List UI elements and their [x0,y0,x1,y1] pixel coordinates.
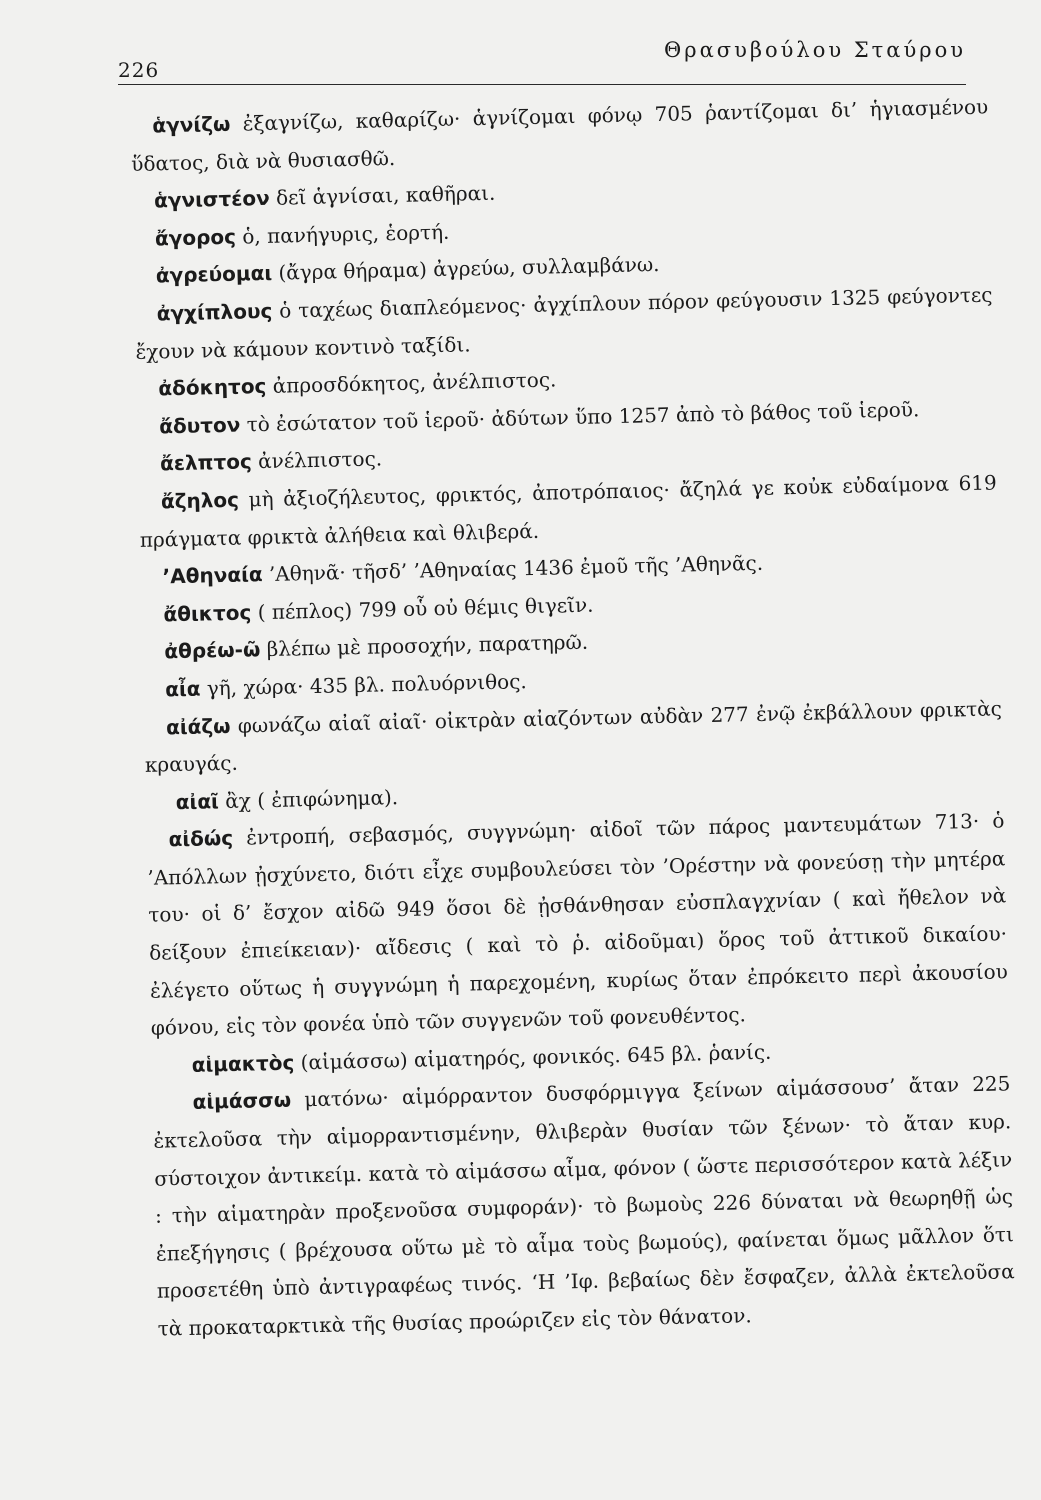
dictionary-entries [130,89,1016,1349]
entry [152,1066,1016,1349]
entry-headword: ἁγνιστέον [153,186,270,213]
entry-text: τὸ ἐσώτατον τοῦ ἱεροῦ· ἀδύτων ὕπο 1257 ἀπὸ τὸ βάθος τοῦ ἱεροῦ. [240,396,920,437]
entry-headword: αἱμάσσω [192,1088,292,1115]
entry-headword: αἰαῖ [175,788,220,814]
page-number: 226 [118,58,160,82]
entry [146,803,1009,1048]
entry-text: (ἄγρα θήραμα) ἀγρεύω, συλλαμβάνω. [271,252,660,286]
entry-text: μὴ ἀξιοζήλευτος, φρικτός, ἀποτρόπαιος· ἄζηλά γε κοὐκ εὐδαίμονα 619 πράγματα φρικτὰ ἀλήθεια καὶ θλιβερά. [139,470,997,552]
running-head: Θρασυβούλου Σταύρου [664,38,966,62]
entry-headword: αἱμακτὸς [191,1050,295,1077]
entry-text: ὁ, πανήγυρις, ἑορτή. [235,219,450,249]
entry-text: ἀνέλπιστος. [251,446,383,474]
entry-text: φωνάζω αἰαῖ αἰαῖ· οἰκτρὰν αἰαζόντων αὐδὰν 277 ἐνῷ ἐκβάλλουν φρικτὰς κραυγάς. [144,695,1003,777]
entry-text: ματόνω· αἱμόρραντον δυσφόρμιγγα ξείνων αἱμάσσουσ’ ἄταν 225 ἐκτελοῦσα τὴν αἱμορραντισμένην, θλιβερὰν θυσίαν τῶν ξένων· τὸ ἄταν κυρ. σύστοιχον ἀντικείμ. κατὰ τὸ αἱμάσσω αἷμα, φόνον ( ὥστε περισσότερον κατὰ λέξιν : τὴν αἱματηρὰν προξενοῦσα συμφοράν)· τὸ βωμοὺς 226 δύναται νὰ θεωρηθῇ ὡς ἐπεξήγησις ( βρέχουσα οὕτω μὲ τὸ αἷμα τοὺς βωμούς), φαίνεται ὅμως μᾶλλον ὅτι προσετέθη ὑπὸ ἀντιγραφέως τινός. ‘Η ’Ιφ. βεβαίως δὲν ἔσφαζεν, ἀλλὰ ἐκτελοῦσα τὰ προκαταρκτικὰ τῆς θυσίας προώριζεν εἰς τὸν θάνατον. [153,1071,1015,1341]
entry-headword: ἀθρέω-ῶ [164,637,261,664]
entry-headword: ἄδυτον [158,412,241,439]
entry-text: ’Αθηνᾶ· τῆσδ’ ’Αθηναίας 1436 ἐμοῦ τῆς ’Αθηνᾶς. [262,550,764,587]
entry-headword: ἀδόκητος [158,374,267,401]
entry-headword: ἄζηλος [160,487,240,514]
page-header [118,38,966,85]
entry-text: ἐντροπή, σεβασμός, συγγνώμη· αἰδοῖ τῶν πάρος μαντευμάτων 713· ὁ ’Απόλλων ᾐσχύνετο, διότι εἶχε συμβουλεύσει τὸν ’Ορέστην νὰ φονεύσῃ τὴν μητέρα του· οἱ δ’ ἔσχον αἰδῶ 949 ὅσοι δὲ ᾐσθάνθησαν εὐσπλαγχνίαν ( καὶ ἤθελον νὰ δείξουν ἐπιείκειαν)· αἴδεσις ( καὶ τὸ ῥ. αἰδοῦμαι) ὅρος τοῦ ἀττικοῦ δικαίου· ἐλέγετο οὕτως ἡ συγγνώμη ἡ παρεχομένη, κυρίως ὅταν ἐπρόκειτο περὶ ἀκουσίου φόνου, εἰς τὸν φονέα ὑπὸ τῶν συγγενῶν τοῦ φονευθέντος. [147,808,1009,1041]
entry-text: δεῖ ἁγνίσαι, καθῆραι. [269,180,496,211]
entry-headword: ἀγχίπλους [156,298,273,326]
entry-headword: ἁγνίζω [152,111,231,138]
entry-headword: αἰάζω [165,713,231,739]
entry-text: ὁ ταχέως διαπλεόμενος· ἀγχίπλουν πόρον φεύγουσιν 1325 φεύγοντες ἔχουν νὰ κάμουν κοντινὸ ταξίδι. [135,282,993,364]
entry-text: ἐξαγνίζω, καθαρίζω· ἁγνίζομαι φόνῳ 705 ῥαντίζομαι δι’ ἡγιασμένου ὕδατος, διὰ νὰ θυσιασθῶ. [130,94,989,176]
entry-text: βλέπω μὲ προσοχήν, παρατηρῶ. [260,630,589,662]
entry-headword: ἄελπτος [159,449,253,476]
entry-text: (αἱμάσσω) αἱματηρός, φονικός. 645 βλ. ῥανίς. [293,1039,772,1075]
entry-headword: αἶα [164,676,201,702]
entry-text: ἂχ ( ἐπιφώνημα). [218,784,399,813]
entry-text: γῆ, χώρα· 435 βλ. πολυόρνιθος. [200,669,528,701]
entry-headword: ἀγρεύομαι [155,261,273,288]
entry-headword: αἰδώς [168,826,234,852]
entry-headword: ἄθικτος [163,600,252,627]
entry-text: ( πέπλος) 799 οὗ οὐ θέμις θιγεῖν. [251,592,594,625]
entry-headword: ἄγορος [154,224,237,251]
entry-text: ἀπροσδόκητος, ἀνέλπιστος. [266,367,557,399]
entry-headword: ’Αθηναία [162,562,263,589]
